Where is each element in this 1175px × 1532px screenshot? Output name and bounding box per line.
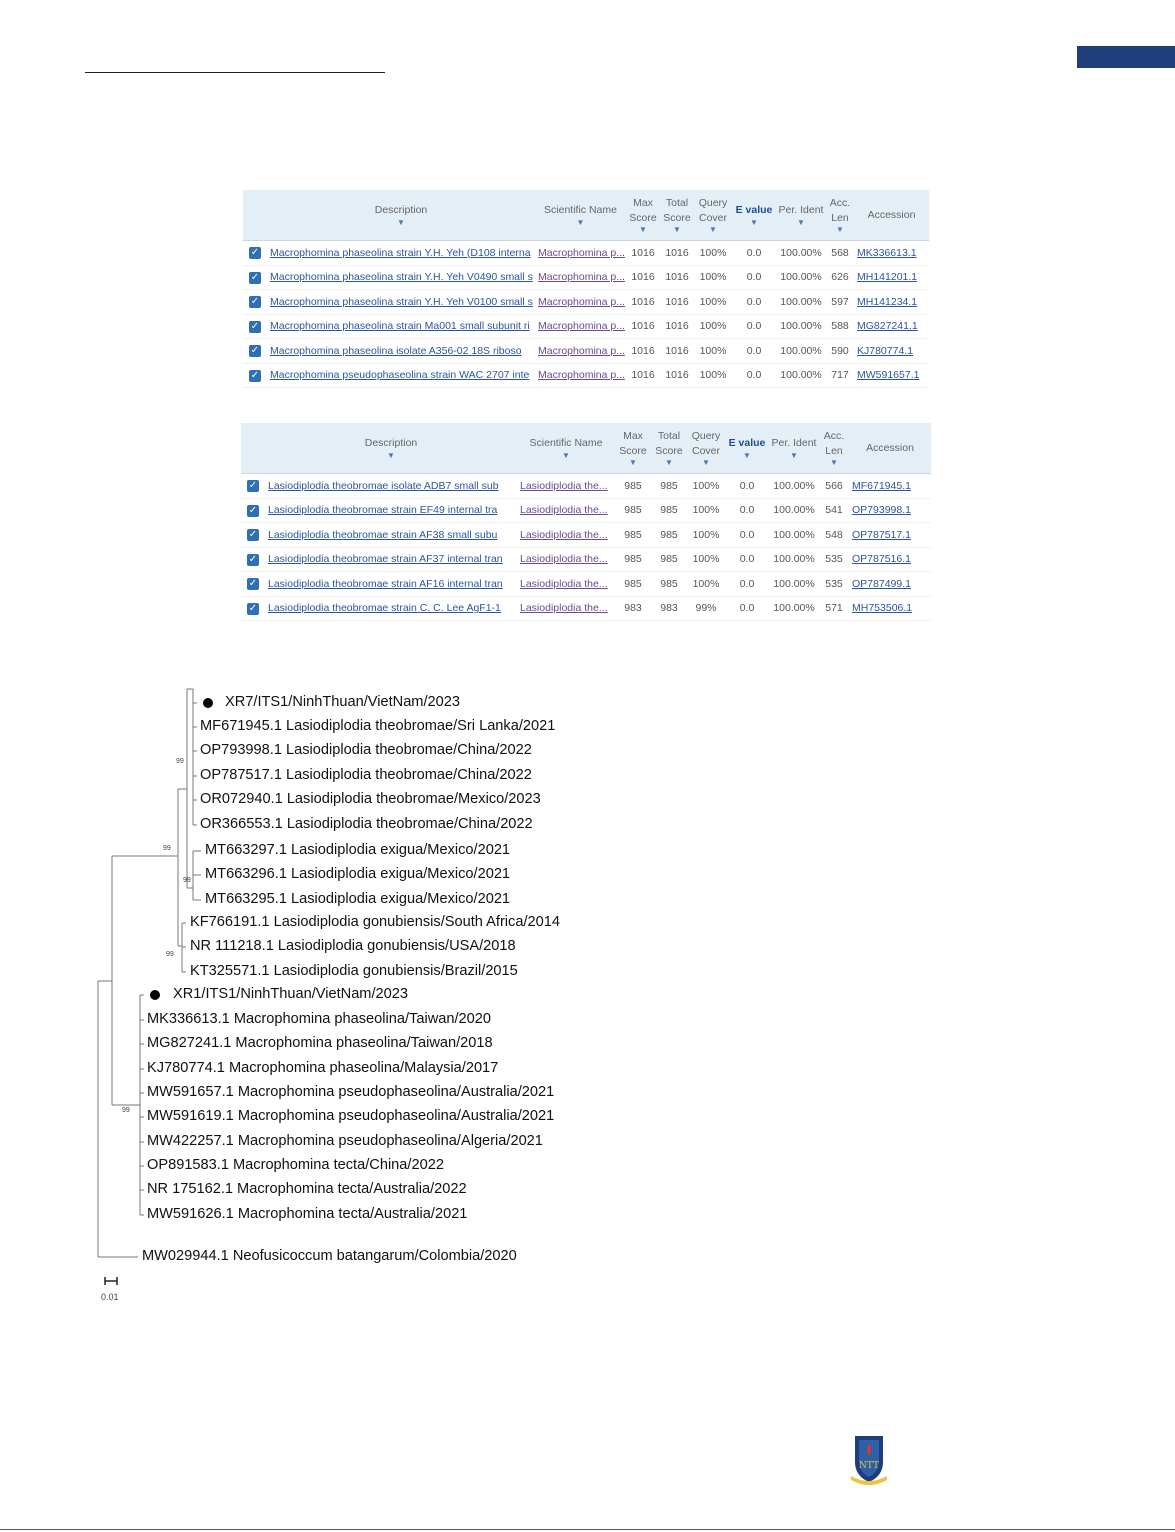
cell-query-cover: 100% (687, 572, 725, 597)
cell-e-value: 0.0 (732, 363, 776, 388)
tree-taxon-label: MT663295.1 Lasiodiplodia exigua/Mexico/2021 (205, 891, 511, 907)
tree-taxon-label: MF671945.1 Lasiodiplodia theobromae/Sri Lanka/2021 (200, 718, 556, 734)
tree-taxon-label: MT663297.1 Lasiodiplodia exigua/Mexico/2021 (205, 842, 511, 858)
cell-max-score: 985 (615, 572, 651, 597)
cell-accession[interactable]: MW591657.1 (854, 363, 929, 388)
cell-e-value: 0.0 (732, 339, 776, 364)
cell-per-ident: 100.00% (769, 498, 819, 523)
row-checkbox[interactable]: ✓ (250, 345, 260, 357)
cell-total-score: 985 (651, 547, 687, 572)
row-checkbox[interactable]: ✓ (248, 553, 258, 565)
cell-acc-len: 626 (826, 265, 854, 290)
tree-taxon-label: OP793998.1 Lasiodiplodia theobromae/China/2022 (200, 742, 532, 758)
cell-total-score: 985 (651, 474, 687, 499)
bootstrap-value: 99 (122, 1107, 130, 1114)
cell-scientific-name[interactable]: Macrophomina p... (535, 339, 626, 364)
cell-total-score: 1016 (660, 265, 694, 290)
col-e-value[interactable]: E value ▼ (725, 423, 769, 474)
cell-query-cover: 100% (687, 498, 725, 523)
cell-accession[interactable]: MH141234.1 (854, 290, 929, 315)
cell-scientific-name[interactable]: Lasiodiplodia the... (517, 547, 615, 572)
tree-taxon-label: MW422257.1 Macrophomina pseudophaseolina/Algeria/2021 (147, 1133, 543, 1149)
cell-acc-len: 588 (826, 314, 854, 339)
cell-accession[interactable]: MG827241.1 (854, 314, 929, 339)
tree-taxon-label: NR 175162.1 Macrophomina tecta/Australia/2022 (147, 1181, 467, 1197)
col-per-ident[interactable]: Per. Ident ▼ (776, 190, 826, 241)
bootstrap-value: 99 (163, 845, 171, 852)
cell-accession[interactable]: OP787516.1 (849, 547, 931, 572)
scale-bar-label: 0.01 (101, 1292, 119, 1302)
tree-taxon-label: MT663296.1 Lasiodiplodia exigua/Mexico/2021 (205, 866, 511, 882)
cell-total-score: 985 (651, 572, 687, 597)
row-checkbox[interactable]: ✓ (250, 247, 260, 259)
tree-taxon-label: MW591619.1 Macrophomina pseudophaseolina/Australia/2021 (147, 1108, 555, 1124)
cell-max-score: 1016 (626, 265, 660, 290)
cell-max-score: 1016 (626, 241, 660, 266)
cell-query-cover: 100% (694, 290, 732, 315)
cell-scientific-name[interactable]: Lasiodiplodia the... (517, 474, 615, 499)
cell-description[interactable]: Lasiodiplodia theobromae strain AF38 small subu (265, 523, 517, 548)
tree-taxon-label: XR1/ITS1/NinhThuan/VietNam/2023 (173, 986, 408, 1002)
cell-accession[interactable]: OP787499.1 (849, 572, 931, 597)
cell-description[interactable]: Macrophomina phaseolina strain Y.H. Yeh (D108 interna (267, 241, 535, 266)
cell-accession[interactable]: MF671945.1 (849, 474, 931, 499)
row-checkbox[interactable]: ✓ (248, 529, 258, 541)
tree-taxon-label: MK336613.1 Macrophomina phaseolina/Taiwan/2020 (147, 1011, 491, 1027)
tree-taxon-label: MW591626.1 Macrophomina tecta/Australia/2021 (147, 1206, 468, 1222)
university-logo (845, 1432, 893, 1490)
cell-query-cover: 100% (694, 339, 732, 364)
tree-taxon-label: OR072940.1 Lasiodiplodia theobromae/Mexico/2023 (200, 791, 541, 807)
cell-e-value: 0.0 (732, 241, 776, 266)
bootstrap-value: 99 (183, 877, 191, 884)
cell-max-score: 1016 (626, 339, 660, 364)
cell-scientific-name[interactable]: Macrophomina p... (535, 290, 626, 315)
cell-acc-len: 548 (819, 523, 849, 548)
cell-query-cover: 100% (694, 314, 732, 339)
cell-description[interactable]: Macrophomina pseudophaseolina strain WAC 2707 inte (267, 363, 535, 388)
row-checkbox[interactable]: ✓ (248, 480, 258, 492)
cell-max-score: 1016 (626, 290, 660, 315)
cell-description[interactable]: Lasiodiplodia theobromae strain AF16 internal tran (265, 572, 517, 597)
cell-scientific-name[interactable]: Lasiodiplodia the... (517, 596, 615, 621)
cell-query-cover: 100% (694, 363, 732, 388)
cell-total-score: 1016 (660, 241, 694, 266)
cell-max-score: 985 (615, 523, 651, 548)
cell-acc-len: 571 (819, 596, 849, 621)
cell-accession[interactable]: MK336613.1 (854, 241, 929, 266)
cell-e-value: 0.0 (732, 290, 776, 315)
col-acc-len[interactable]: Acc. Len ▼ (826, 190, 854, 241)
row-checkbox[interactable]: ✓ (248, 578, 258, 590)
cell-e-value: 0.0 (732, 314, 776, 339)
tree-taxon-label: KF766191.1 Lasiodiplodia gonubiensis/South Africa/2014 (190, 914, 560, 930)
col-description[interactable]: Description ▼ (267, 190, 535, 241)
cell-acc-len: 541 (819, 498, 849, 523)
col-e-value[interactable]: E value ▼ (732, 190, 776, 241)
cell-acc-len: 590 (826, 339, 854, 364)
cell-total-score: 1016 (660, 314, 694, 339)
scale-bar (105, 1277, 117, 1285)
tree-taxon-label: MG827241.1 Macrophomina phaseolina/Taiwan/2018 (147, 1035, 493, 1051)
cell-accession[interactable]: OP787517.1 (849, 523, 931, 548)
cell-total-score: 1016 (660, 363, 694, 388)
cell-per-ident: 100.00% (769, 572, 819, 597)
cell-scientific-name[interactable]: Lasiodiplodia the... (517, 572, 615, 597)
query-sample-marker (150, 990, 160, 1000)
tree-taxon-label: OP891583.1 Macrophomina tecta/China/2022 (147, 1157, 444, 1173)
cell-description[interactable]: Lasiodiplodia theobromae strain C. C. Lee AgF1-1 (265, 596, 517, 621)
cell-query-cover: 100% (694, 241, 732, 266)
row-checkbox[interactable]: ✓ (248, 602, 258, 614)
cell-e-value: 0.0 (725, 474, 769, 499)
cell-query-cover: 99% (687, 596, 725, 621)
cell-per-ident: 100.00% (776, 363, 826, 388)
cell-scientific-name[interactable]: Macrophomina p... (535, 363, 626, 388)
cell-acc-len: 717 (826, 363, 854, 388)
cell-accession[interactable]: KJ780774.1 (854, 339, 929, 364)
cell-e-value: 0.0 (725, 572, 769, 597)
cell-per-ident: 100.00% (776, 314, 826, 339)
tree-taxon-label: OR366553.1 Lasiodiplodia theobromae/China/2022 (200, 816, 533, 832)
col-total-score[interactable]: Total Score ▼ (660, 190, 694, 241)
cell-max-score: 983 (615, 596, 651, 621)
row-checkbox[interactable]: ✓ (250, 320, 260, 332)
cell-max-score: 985 (615, 498, 651, 523)
cell-total-score: 983 (651, 596, 687, 621)
tree-taxon-label: MW029944.1 Neofusicoccum batangarum/Colombia/2020 (142, 1248, 517, 1264)
cell-query-cover: 100% (687, 474, 725, 499)
cell-accession[interactable]: MH753506.1 (849, 596, 931, 621)
cell-acc-len: 597 (826, 290, 854, 315)
col-scientific-name[interactable]: Scientific Name ▼ (535, 190, 626, 241)
cell-description[interactable]: Macrophomina phaseolina strain Y.H. Yeh V0100 small s (267, 290, 535, 315)
bootstrap-value: 99 (166, 951, 174, 958)
cell-description[interactable]: Macrophomina phaseolina isolate A356-02 18S riboso (267, 339, 535, 364)
col-scientific-name[interactable]: Scientific Name ▼ (517, 423, 615, 474)
col-max-score[interactable]: Max Score ▼ (615, 423, 651, 474)
cell-e-value: 0.0 (732, 265, 776, 290)
cell-description[interactable]: Lasiodiplodia theobromae strain EF49 internal tra (265, 498, 517, 523)
cell-accession[interactable]: OP793998.1 (849, 498, 931, 523)
cell-scientific-name[interactable]: Macrophomina p... (535, 314, 626, 339)
cell-per-ident: 100.00% (776, 339, 826, 364)
cell-accession[interactable]: MH141201.1 (854, 265, 929, 290)
cell-max-score: 985 (615, 474, 651, 499)
svg-text:NTT: NTT (858, 1461, 880, 1471)
col-per-ident[interactable]: Per. Ident ▼ (769, 423, 819, 474)
cell-query-cover: 100% (694, 265, 732, 290)
col-query-cover[interactable]: Query Cover ▼ (694, 190, 732, 241)
col-accession[interactable]: Accession (849, 423, 931, 474)
cell-acc-len: 535 (819, 572, 849, 597)
cell-per-ident: 100.00% (769, 523, 819, 548)
cell-max-score: 985 (615, 547, 651, 572)
cell-acc-len: 535 (819, 547, 849, 572)
tree-taxon-label: OP787517.1 Lasiodiplodia theobromae/China/2022 (200, 767, 532, 783)
footer-rule (0, 1529, 1175, 1530)
row-checkbox[interactable]: ✓ (250, 369, 260, 381)
col-query-cover[interactable]: Query Cover ▼ (687, 423, 725, 474)
cell-e-value: 0.0 (725, 498, 769, 523)
cell-description[interactable]: Lasiodiplodia theobromae strain AF37 internal tran (265, 547, 517, 572)
row-checkbox[interactable]: ✓ (248, 504, 258, 516)
cell-acc-len: 568 (826, 241, 854, 266)
cell-per-ident: 100.00% (776, 265, 826, 290)
cell-max-score: 1016 (626, 314, 660, 339)
bootstrap-value: 99 (176, 758, 184, 765)
tree-taxon-label: MW591657.1 Macrophomina pseudophaseolina/Australia/2021 (147, 1084, 555, 1100)
cell-query-cover: 100% (687, 523, 725, 548)
col-accession[interactable]: Accession (854, 190, 929, 241)
row-checkbox[interactable]: ✓ (250, 271, 260, 283)
cell-per-ident: 100.00% (769, 547, 819, 572)
cell-scientific-name[interactable]: Lasiodiplodia the... (517, 498, 615, 523)
cell-scientific-name[interactable]: Lasiodiplodia the... (517, 523, 615, 548)
cell-per-ident: 100.00% (776, 241, 826, 266)
cell-per-ident: 100.00% (769, 596, 819, 621)
cell-description[interactable]: Macrophomina phaseolina strain Ma001 small subunit ri (267, 314, 535, 339)
cell-description[interactable]: Macrophomina phaseolina strain Y.H. Yeh V0490 small s (267, 265, 535, 290)
col-acc-len[interactable]: Acc. Len ▼ (819, 423, 849, 474)
cell-scientific-name[interactable]: Macrophomina p... (535, 241, 626, 266)
col-total-score[interactable]: Total Score ▼ (651, 423, 687, 474)
tree-taxon-label: KJ780774.1 Macrophomina phaseolina/Malaysia/2017 (147, 1060, 499, 1076)
col-description[interactable]: Description ▼ (265, 423, 517, 474)
cell-per-ident: 100.00% (769, 474, 819, 499)
col-max-score[interactable]: Max Score ▼ (626, 190, 660, 241)
tree-taxon-label: XR7/ITS1/NinhThuan/VietNam/2023 (225, 694, 460, 710)
cell-total-score: 985 (651, 498, 687, 523)
cell-total-score: 985 (651, 523, 687, 548)
cell-total-score: 1016 (660, 290, 694, 315)
cell-total-score: 1016 (660, 339, 694, 364)
tree-taxon-label: KT325571.1 Lasiodiplodia gonubiensis/Brazil/2015 (190, 963, 518, 979)
cell-scientific-name[interactable]: Macrophomina p... (535, 265, 626, 290)
cell-query-cover: 100% (687, 547, 725, 572)
cell-e-value: 0.0 (725, 596, 769, 621)
row-checkbox[interactable]: ✓ (250, 296, 260, 308)
cell-acc-len: 566 (819, 474, 849, 499)
cell-max-score: 1016 (626, 363, 660, 388)
cell-e-value: 0.0 (725, 523, 769, 548)
tree-taxon-label: NR 111218.1 Lasiodiplodia gonubiensis/USA/2018 (190, 938, 516, 954)
cell-per-ident: 100.00% (776, 290, 826, 315)
cell-e-value: 0.0 (725, 547, 769, 572)
cell-description[interactable]: Lasiodiplodia theobromae isolate ADB7 small sub (265, 474, 517, 499)
query-sample-marker (203, 698, 213, 708)
